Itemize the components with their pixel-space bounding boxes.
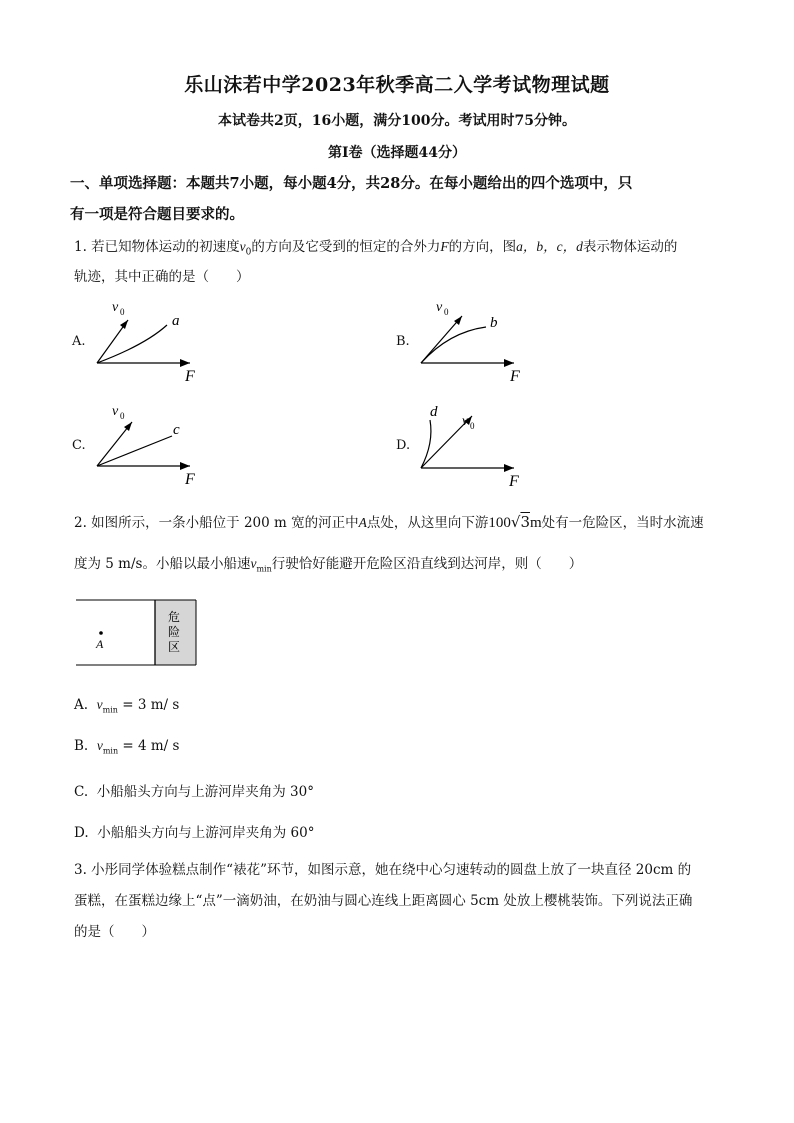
q2-stem-line1: 2. 如图所示，一条小船位于 200 m 宽的河正中A点处，从这里向下游100√3m处有一危险区，当时水流速 [74,513,704,531]
section-heading-line1: 一、单项选择题：本题共7小题，每小题4分，共28分。在每小题给出的四个选项中，只 [70,175,633,192]
svg-text:0: 0 [120,307,125,317]
svg-text:F: F [185,471,195,488]
q1-option-c-label: C. [72,438,86,453]
q2-option-a: A. $v_{min} = 3$ m/ s [74,697,180,715]
svg-text:险: 险 [168,625,181,639]
q1-option-b-figure [414,292,534,385]
q2-stem-line2: 度为 5 m/s。小船以最小船速$v_{min}$行驶恰好能避开危险区沿直线到达河岸，则（ ） [74,556,583,574]
exam-title: 乐山沫若中学2023年秋季高二入学考试物理试题 [184,74,610,96]
svg-text:v: v [112,404,119,419]
curve-d-label: d [430,404,438,420]
q2-option-b: B. $v_{min} = 4$ m/ s [74,738,180,756]
part-heading: 第I卷（选择题44分） [327,145,467,161]
curve-c-label: c [173,422,180,438]
q3-stem-line1: 3. 小彤同学体验糕点制作“裱花”环节，如图示意，她在绕中心匀速转动的圆盘上放了一块直径 20cm 的 [74,862,692,878]
svg-text:0: 0 [444,307,449,317]
q3-stem-line3: 的是（ ） [74,924,155,940]
point-a-marker [99,631,103,635]
svg-text:v: v [462,414,469,429]
q1-option-a-label: A. [72,334,86,349]
svg-text:v: v [436,300,443,315]
svg-text:0: 0 [120,411,125,421]
section-heading-line2: 有一项是符合题目要求的。 [70,206,244,223]
svg-text:危: 危 [168,610,181,624]
curve-b-label: b [490,315,498,331]
q3-stem-line2: 蛋糕，在蛋糕边缘上“点”一滴奶油，在奶油与圆心连线上距离圆心 5cm 处放上樱桃装饰。下列说法正确 [74,893,693,909]
q1-option-d-label: D. [396,438,411,453]
v0-label: v [112,300,119,315]
q1-option-b-label: B. [396,334,410,349]
q1-option-c-figure [90,398,210,490]
q2-option-c: C. 小船船头方向与上游河岸夹角为 30° [74,784,314,800]
q1-option-a-figure [90,295,210,385]
q1-stem-line1: 1. 若已知物体运动的初速度$v_0$的方向及它受到的恒定的合外力F的方向，图a，b，c，d表示物体运动的 [74,239,678,258]
curve-a-label: a [172,313,180,329]
force-label: F [185,368,195,385]
q2-option-d: D. 小船船头方向与上游河岸夹角为 60° [74,825,315,841]
svg-text:F: F [509,473,519,490]
svg-text:F: F [510,368,520,385]
svg-text:0: 0 [470,421,475,431]
q1-option-d-figure [414,398,534,492]
q1-stem-line2: 轨迹，其中正确的是（ ） [74,269,250,285]
svg-text:区: 区 [168,640,181,654]
q2-river-diagram [74,596,200,670]
exam-info: 本试卷共2页，16小题，满分100分。考试用时75分钟。 [218,113,576,129]
point-a-label: A [96,637,104,651]
